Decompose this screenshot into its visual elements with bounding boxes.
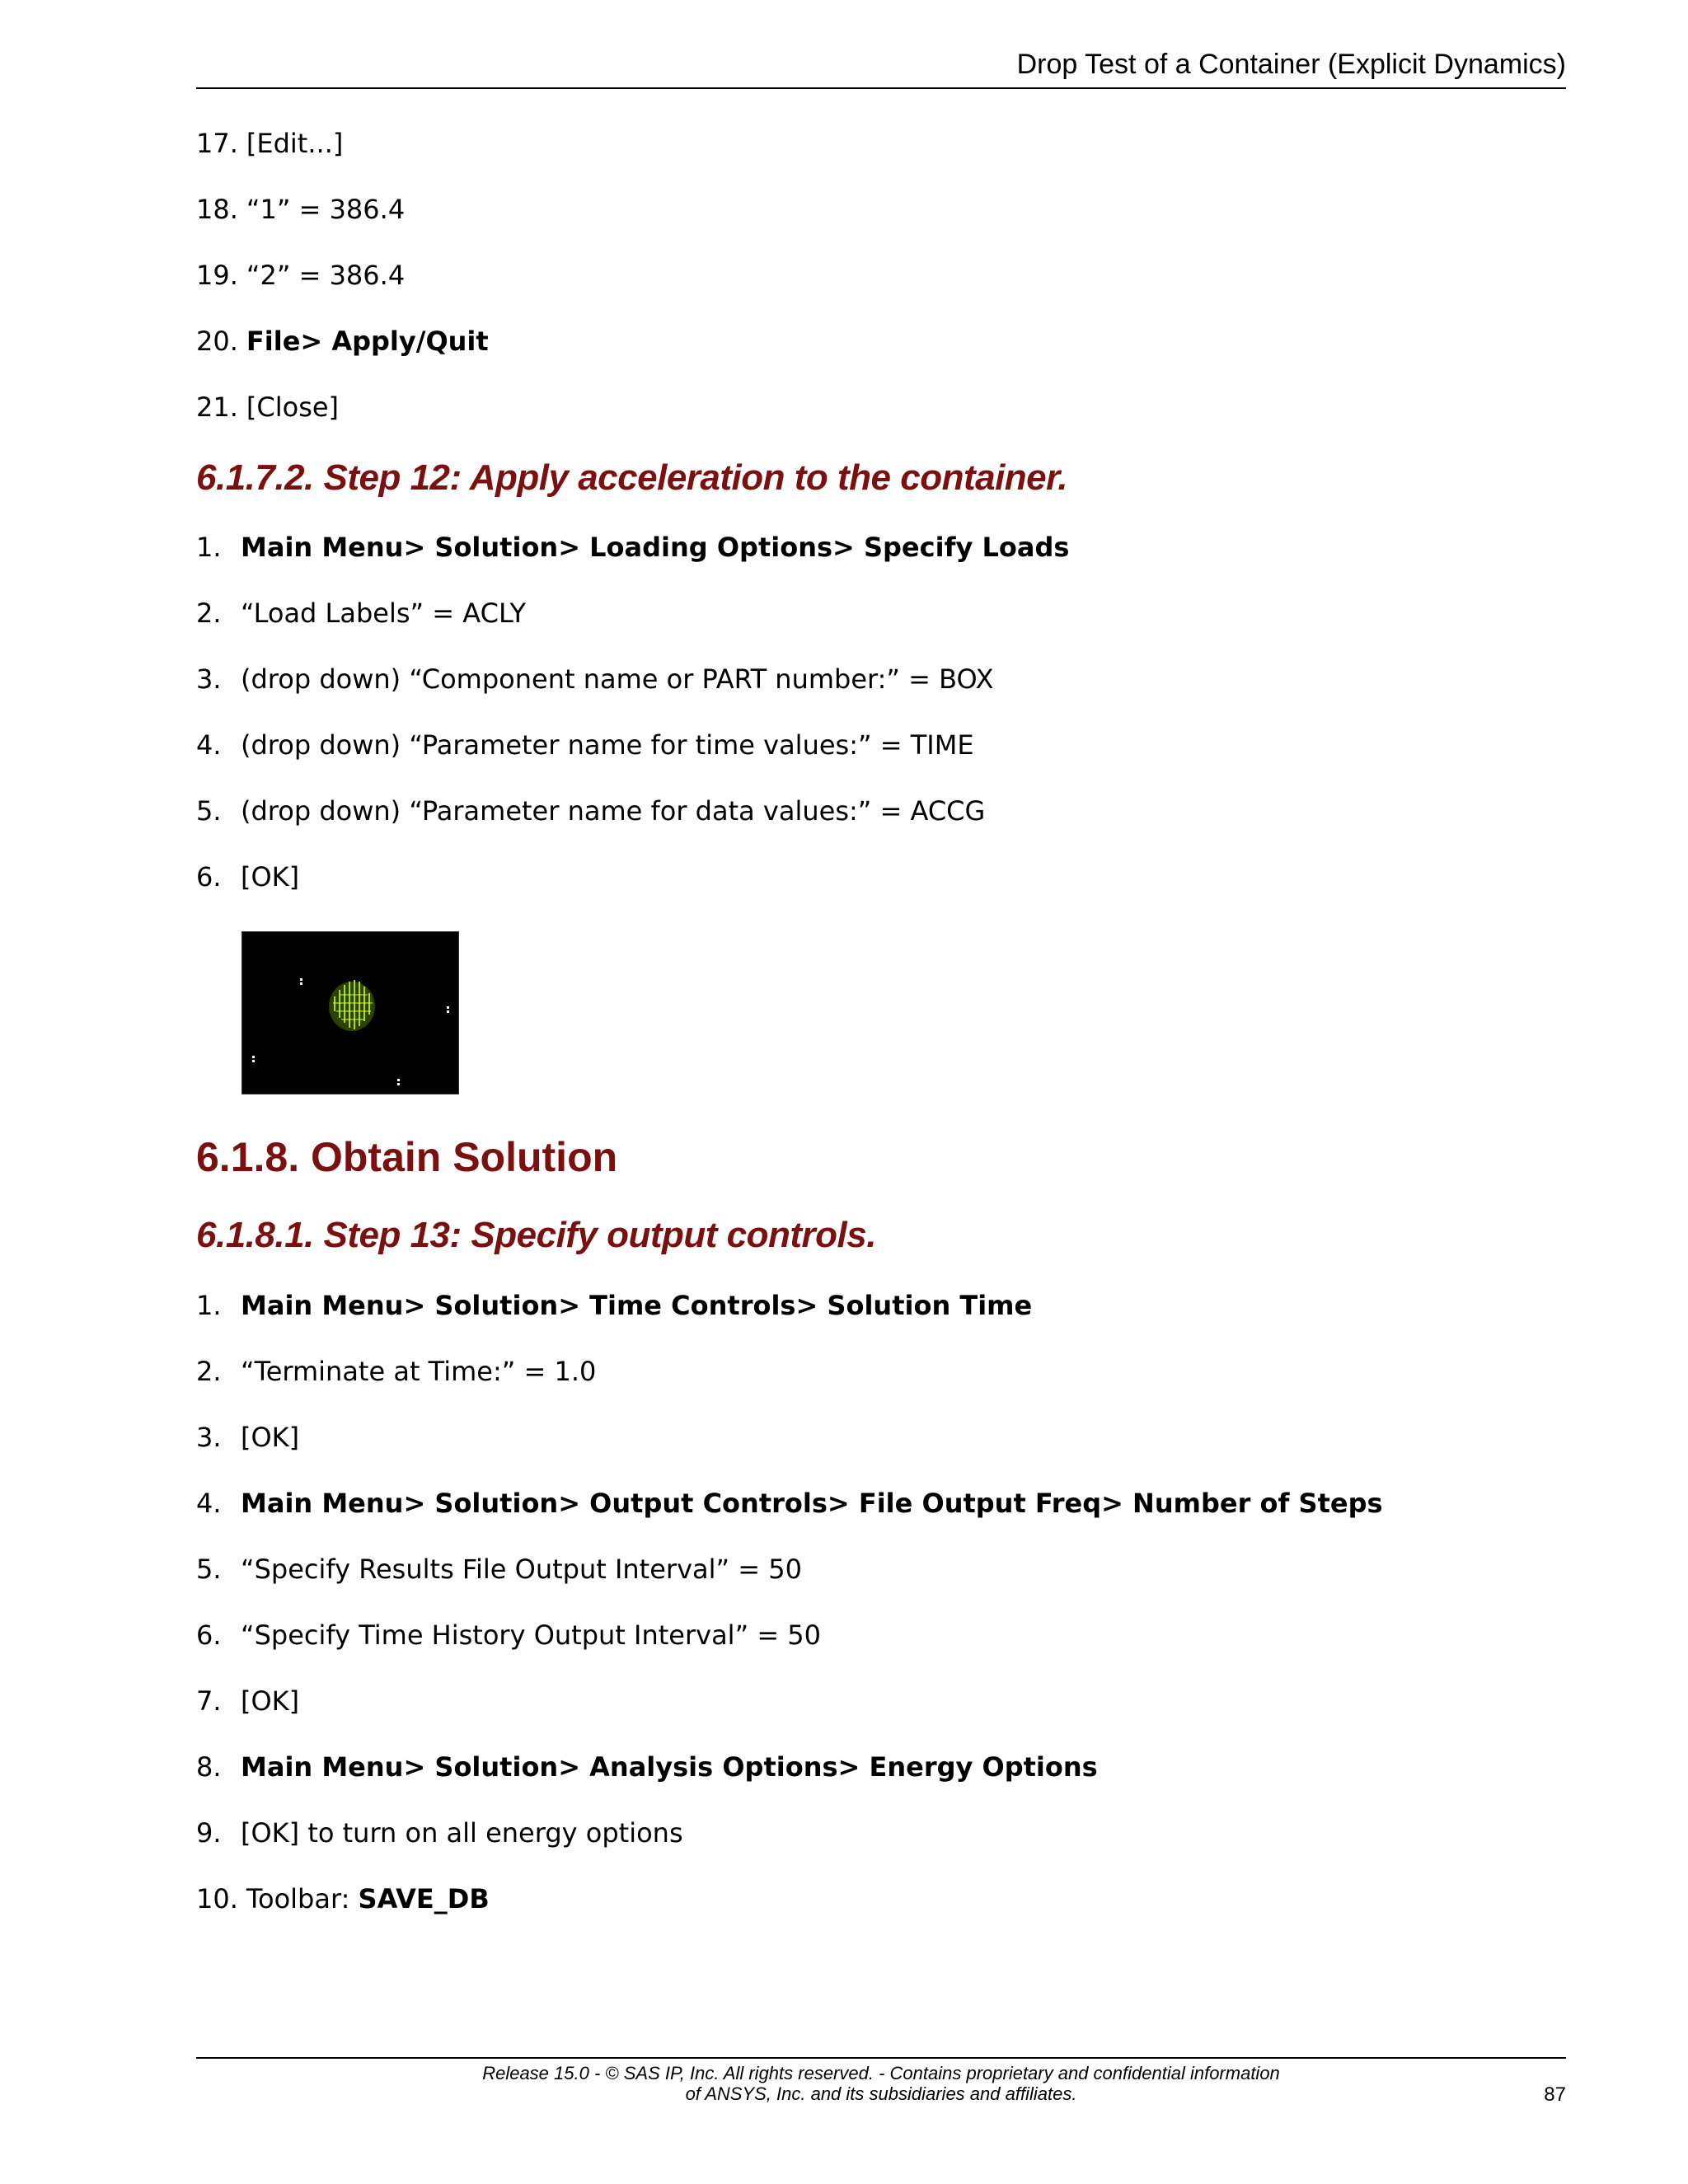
step-item: 4. (drop down) “Parameter name for time values:” = TIME	[196, 729, 974, 761]
step-item: 2. “Load Labels” = ACLY	[196, 598, 527, 629]
step-item: 3. [OK]	[196, 1422, 300, 1453]
section-heading-step-13: 6.1.8.1. Step 13: Specify output controls.	[196, 1215, 876, 1255]
step-item: 21. [Close]	[196, 391, 340, 423]
step-item: 2. “Terminate at Time:” = 1.0	[196, 1356, 597, 1387]
running-header: Drop Test of a Container (Explicit Dynamics)	[196, 43, 1566, 89]
footer-line-1: Release 15.0 - © SAS IP, Inc. All rights reserved. - Contains proprietary and confidential information	[482, 2063, 1280, 2083]
step-item: 1. Main Menu> Solution> Loading Options> Specify Loads	[196, 532, 1070, 563]
acceleration-plot-image	[241, 931, 459, 1094]
step-item: 1. Main Menu> Solution> Time Controls> Solution Time	[196, 1290, 1033, 1321]
step-item: 19. “2” = 386.4	[196, 260, 406, 291]
step-item: 5. (drop down) “Parameter name for data values:” = ACCG	[196, 795, 986, 827]
section-heading-step-12: 6.1.7.2. Step 12: Apply acceleration to the container.	[196, 457, 1068, 498]
step-item: 9. [OK] to turn on all energy options	[196, 1817, 683, 1849]
model-render-icon	[242, 932, 458, 1094]
step-item: 6. “Specify Time History Output Interval” = 50	[196, 1619, 822, 1651]
step-item: 18. “1” = 386.4	[196, 194, 406, 225]
section-heading-obtain-solution: 6.1.8. Obtain Solution	[196, 1134, 618, 1180]
step-item: 4. Main Menu> Solution> Output Controls> File Output Freq> Number of Steps	[196, 1488, 1383, 1519]
step-item: 20. File> Apply/Quit	[196, 326, 489, 357]
step-item: 5. “Specify Results File Output Interval” = 50	[196, 1554, 802, 1585]
footer-line-2: of ANSYS, Inc. and its subsidiaries and affiliates.	[685, 2083, 1077, 2104]
footer-rule	[196, 2057, 1566, 2059]
page-number: 87	[1544, 2083, 1566, 2106]
step-item: 6. [OK]	[196, 861, 300, 893]
footer-copyright	[196, 2063, 1566, 2104]
step-item: 8. Main Menu> Solution> Analysis Options> Energy Options	[196, 1751, 1098, 1783]
step-item: 7. [OK]	[196, 1685, 300, 1717]
step-item: 17. [Edit...]	[196, 128, 344, 159]
step-item: 3. (drop down) “Component name or PART number:” = BOX	[196, 663, 994, 695]
step-item: 10. Toolbar: SAVE_DB	[196, 1883, 490, 1915]
